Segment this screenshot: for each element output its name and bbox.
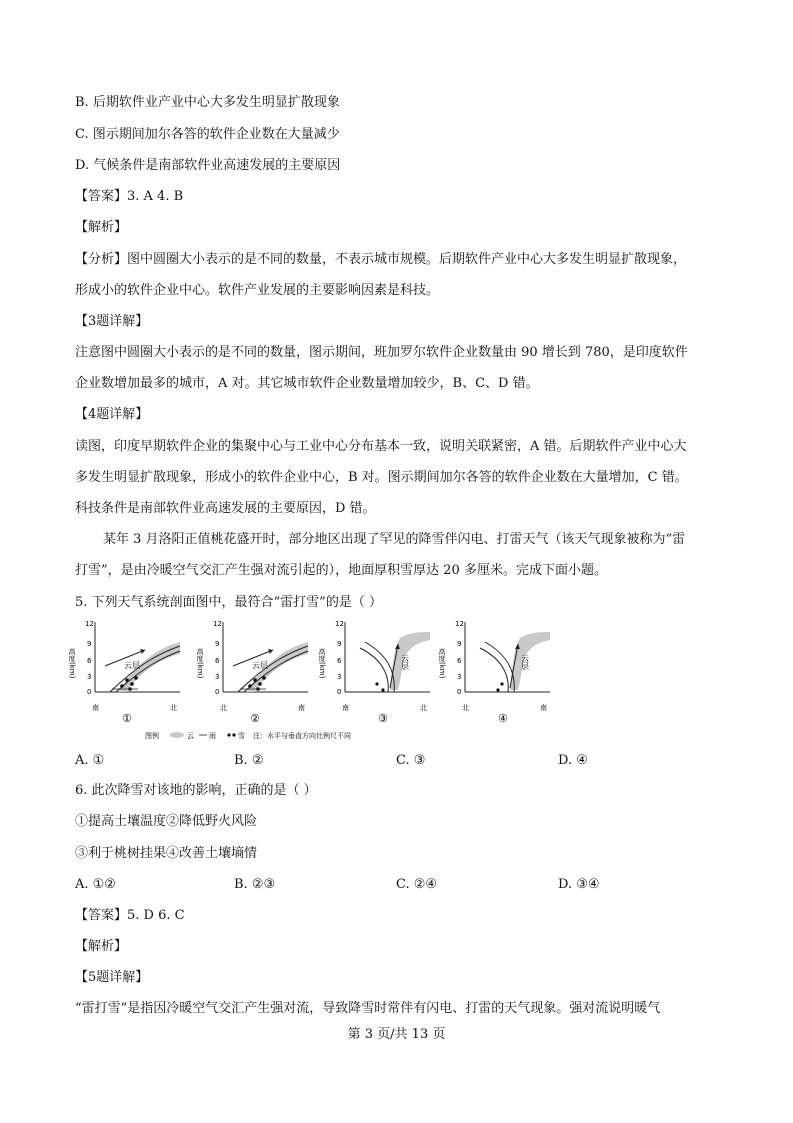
- y-tick: 0: [457, 688, 462, 696]
- q5-option-b: B. ②: [234, 753, 264, 768]
- panel-4: [438, 620, 550, 725]
- analysis-heading-2: 【解析】: [75, 939, 128, 954]
- page-footer: 第 3 页/共 13 页: [347, 1027, 446, 1042]
- legend-cloud-swatch: [170, 732, 184, 738]
- y-tick: 3: [337, 673, 342, 681]
- y-tick: 12: [213, 620, 222, 628]
- rain-dot: [500, 682, 503, 685]
- passage-text-2: 打雪”，是由冷暖空气交汇产生强对流引起的），地面厚积雪厚达 20 多厘米。完成下面小题。: [75, 563, 607, 578]
- y-tick: 3: [457, 673, 462, 681]
- y-tick: 6: [215, 657, 220, 665]
- front-line: [360, 648, 388, 692]
- q3-detail-text-2: 企业数增加最多的城市，A 对。其它城市软件企业数量增加较少，B、C、D 错。: [75, 376, 539, 391]
- panel-2: [196, 620, 308, 725]
- q5-option-a: A. ①: [75, 753, 105, 768]
- q4-detail-text-2: 多发生明显扩散现象，形成小的软件企业中心，B 对。图示期间加尔各答的软件企业数在大量增加，C 错。: [75, 470, 688, 485]
- question-5: 5. 下列天气系统剖面图中，最符合“雷打雪”的是（ ）: [75, 595, 382, 610]
- passage-text-1: 某年 3 月洛阳正值桃花盛开时，部分地区出现了罕见的降雪伴闪电、打雷天气（该天气现象被称为“雷: [103, 532, 686, 547]
- right-direction: 南: [540, 704, 547, 712]
- y-tick: 12: [335, 620, 344, 628]
- left-direction: 南: [92, 704, 99, 712]
- panel-number: ①: [122, 712, 132, 725]
- left-direction: 北: [462, 704, 469, 712]
- panel-1: [68, 620, 180, 725]
- rain-dot: [258, 682, 262, 686]
- legend-snow: 雪: [238, 732, 245, 740]
- analysis-text-1: 【分析】图中圆圈大小表示的是不同的数量，不表示城市规模。后期软件产业中心大多发生明显扩散现象，: [75, 252, 687, 267]
- legend-rain: 雨: [209, 732, 216, 740]
- rain-dot: [381, 688, 384, 691]
- y-tick: 6: [337, 657, 342, 665]
- cloud-label: 云层: [124, 661, 140, 670]
- left-direction: 南: [342, 704, 349, 712]
- right-direction: 南: [298, 704, 305, 712]
- y-axis-label: 高度(km): [68, 648, 76, 679]
- front-line: [485, 642, 514, 692]
- front-line: [365, 642, 394, 692]
- y-tick: 3: [215, 673, 220, 681]
- q3-detail-heading: 【3题详解】: [75, 314, 149, 329]
- front-line: [480, 648, 508, 692]
- y-tick: 9: [87, 640, 92, 648]
- q5-option-d: D. ④: [558, 753, 588, 768]
- option-3b: B. 后期软件业产业中心大多发生明显扩散现象: [75, 95, 340, 110]
- rain-dot: [125, 678, 129, 682]
- q6-option-c: C. ②④: [396, 877, 438, 892]
- cloud-shape: [510, 632, 550, 690]
- legend-snow-dot: [227, 733, 230, 736]
- q6-option-a: A. ①②: [75, 877, 116, 892]
- analysis-text-2: 形成小的软件企业中心。软件产业发展的主要影响因素是科技。: [75, 283, 440, 298]
- rain-dot: [262, 676, 266, 680]
- rain-dot: [496, 688, 499, 691]
- y-tick: 0: [337, 688, 342, 696]
- rain-dot: [120, 684, 124, 688]
- y-tick: 9: [457, 640, 462, 648]
- y-tick: 9: [337, 640, 342, 648]
- panel-3: [318, 620, 430, 725]
- legend-snow-dot: [232, 733, 235, 736]
- rain-dot: [130, 682, 134, 686]
- right-direction: 北: [170, 704, 177, 712]
- y-axis-label: 高度(km): [438, 648, 446, 679]
- y-tick: 0: [215, 688, 220, 696]
- rain-dot: [253, 678, 257, 682]
- q5-detail-heading: 【5题详解】: [75, 970, 149, 985]
- y-axis-label: 高度(km): [318, 648, 326, 679]
- y-tick: 6: [87, 657, 92, 665]
- cloud-label: 云层: [400, 654, 410, 670]
- answer-5-6: 【答案】5. D 6. C: [75, 908, 185, 923]
- q4-detail-text-3: 科技条件是南部软件业高速发展的主要原因，D 错。: [75, 501, 376, 516]
- q5-option-c: C. ③: [396, 753, 426, 768]
- q3-detail-text-1: 注意图中圆圈大小表示的是不同的数量，图示期间，班加罗尔软件企业数量由 90 增长到 780，是印度软件: [75, 345, 688, 360]
- cloud-label: 云层: [520, 654, 530, 670]
- y-tick: 0: [87, 688, 92, 696]
- y-tick: 12: [455, 620, 464, 628]
- right-direction: 北: [420, 704, 427, 712]
- answer-3-4: 【答案】3. A 4. B: [75, 189, 184, 204]
- legend-cloud: 云: [187, 732, 194, 740]
- diagram-legend: [145, 731, 351, 740]
- left-direction: 北: [220, 704, 227, 712]
- rain-dot: [248, 684, 252, 688]
- q6-option-b: B. ②③: [234, 877, 276, 892]
- y-tick: 6: [457, 657, 462, 665]
- rain-dot: [134, 676, 138, 680]
- analysis-heading: 【解析】: [75, 220, 128, 235]
- cloud-shape: [390, 632, 430, 690]
- option-3d: D. 气候条件是南部软件业高速发展的主要原因: [75, 158, 341, 173]
- weather-profile-diagram: [70, 618, 560, 746]
- panel-number: ②: [250, 712, 260, 725]
- y-tick: 9: [215, 640, 220, 648]
- panel-number: ③: [378, 712, 388, 725]
- y-axis-label: 高度(km): [196, 648, 204, 679]
- q6-statements-1: ①提高土壤温度②降低野火风险: [75, 814, 258, 829]
- legend-note: 注：水平与垂直方向比例尺不同: [253, 732, 351, 740]
- q4-detail-heading: 【4题详解】: [75, 407, 149, 422]
- y-tick: 12: [85, 620, 94, 628]
- q4-detail-text-1: 读图，印度早期软件企业的集聚中心与工业中心分布基本一致，说明关联紧密，A 错。后期软件产业中心大: [75, 439, 687, 454]
- panel-number: ④: [498, 712, 508, 725]
- question-6: 6. 此次降雪对该地的影响，正确的是（ ）: [75, 783, 317, 798]
- cloud-label: 云层: [252, 661, 268, 670]
- legend-prefix: 图例: [145, 732, 159, 740]
- q6-option-d: D. ③④: [558, 877, 600, 892]
- q6-statements-2: ③利于桃树挂果④改善土壤墒情: [75, 846, 258, 861]
- y-tick: 3: [87, 673, 92, 681]
- rain-dot: [375, 682, 378, 685]
- option-3c: C. 图示期间加尔各答的软件企业数在大量减少: [75, 127, 340, 142]
- q5-detail-text-1: “雷打雪”是指因冷暖空气交汇产生强对流，导致降雪时常伴有闪电、打雷的天气现象。强对流说明暖气: [75, 1001, 661, 1016]
